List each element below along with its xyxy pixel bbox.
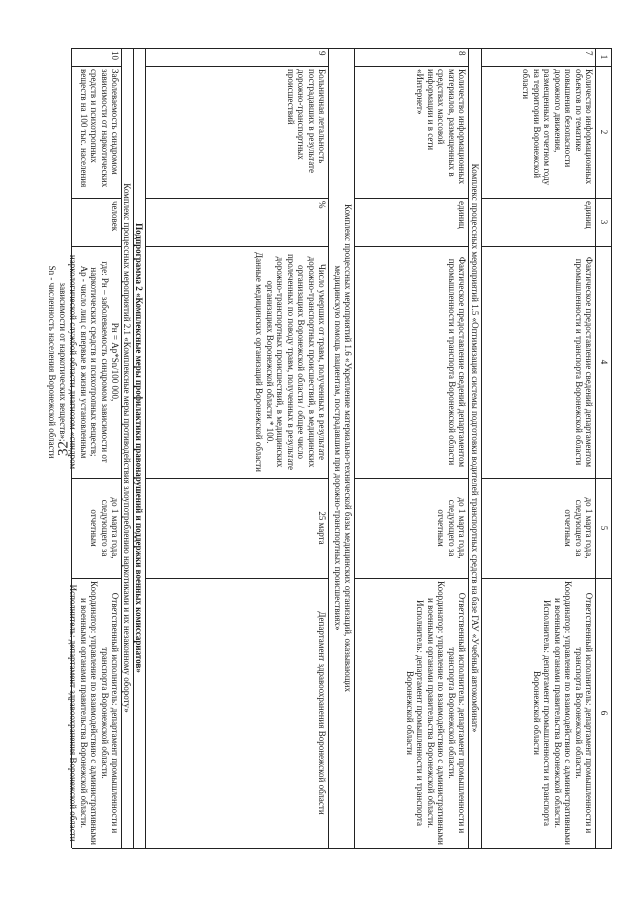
column-header: 6 — [599, 710, 609, 716]
calculation-method: Фактическое предоставление сведений департаментом промышленности и транспорта Воронежской области — [573, 256, 594, 468]
calculation-method: Фактическое предоставление сведений департаментом промышленности и транспорта Воронежской области — [446, 256, 467, 468]
column-header: 3 — [599, 219, 609, 225]
indicator-name: Больничная летальность пострадавших в результате дорожно-транспортных происшествий — [285, 69, 327, 173]
subprogram-heading: Подпрограмма 2 «Комплексные меры профилактики правонарушений и поддержки военных комиссариатов» — [134, 223, 144, 673]
calculation-method: Рн = Ар*Sn/100 000, где: Рн – заболеваемость синдромом зависимости от наркотических средств и психотропных веществ; Ар - число лиц с впервые в жизни установленным наркологической службой области диагнозом «синдром зависимости от наркотических веществ»; Sn - численность населения Воронежской области — [47, 254, 120, 470]
unit: человек — [110, 201, 120, 232]
term: до 1 марта года, следующего за отчетным — [436, 497, 467, 559]
rule — [72, 848, 612, 849]
term: до 1 марта года, следующего за отчетным — [563, 497, 594, 559]
responsible: Ответственный исполнитель: департамент промышленности и транспорта Воронежской области. Координатор: управление по взаимодействию с административными и военными органами правительства Воронежской области. Исполнитель: департамент здравоохранения Воронежской области — [68, 581, 120, 845]
responsible: Департамент здравоохранения Воронежской области — [317, 611, 327, 815]
rule — [611, 48, 612, 848]
responsible: Ответственный исполнитель: департамент промышленности и транспорта Воронежской области. Координатор: управление по взаимодействию с административными и военными органами правительства Воронежской области. Исполнитель: департамент промышленности и транспорта Воронежской области — [531, 581, 594, 845]
section-heading: Комплекс процессных мероприятий 1.5 «Оптимизация системы подготовки водителей транспортных средств на базе ГАУ «Учебный автокомбинат» — [470, 163, 480, 733]
column-header: 1 — [599, 54, 609, 60]
column-header: 4 — [599, 359, 609, 365]
unit: % — [317, 201, 327, 209]
section-heading: Комплекс процессных мероприятий 1.6 «Укрепление материально-технической базы медицинских организаций, оказывающих медицинскую помощь пациентам, пострадавшим при дорожно-транспортных происшествиях» — [332, 204, 353, 692]
unit: единиц — [457, 201, 467, 229]
row-number: 10 — [110, 51, 120, 60]
column-header: 5 — [599, 525, 609, 531]
column-header: 2 — [599, 129, 609, 135]
row-number: 8 — [457, 51, 467, 56]
section-heading: Комплекс процессных мероприятий 2.1 «Комплексные меры противодействия злоупотреблению наркотиками и их незаконному обороту» — [122, 183, 132, 713]
indicator-name: Количество информационных объектов по тематике повышения безопасности дорожного движения, размещенных в отчетном году на территории Воронежской области — [521, 69, 594, 186]
calculation-method: Число умерших от травм, полученных в результате дорожно-транспортных происшествий, в медицинских организациях Воронежской области / общее число пролеченных по поводу травм, полученных в результате дорожно-транспортных происшествий, в медицинских организациях Воронежской области * 100. Данные медицинских организаций Воронежской области — [254, 252, 327, 472]
responsible: Ответственный исполнитель: департамент промышленности и транспорта Воронежской области. Координатор: управление по взаимодействию с административными и военными органами правительства Воронежской области. Исполнитель: департамент промышленности и транспорта Воронежской области — [404, 581, 467, 845]
row-number: 7 — [584, 51, 594, 56]
page-number: 32 — [55, 441, 72, 456]
term: до 1 марта года, следующего за отчетным — [89, 497, 120, 559]
indicator-name: Количество информационных материалов, размещенных в средствах массовой информации и в сети «Интернет» — [415, 69, 467, 185]
term: 25 марта — [317, 511, 327, 545]
indicator-name: Заболеваемость синдромом зависимости от наркотических средств и психотропных веществ на 100 тыс. населения — [78, 69, 120, 188]
row-number: 9 — [317, 51, 327, 56]
unit: единиц — [584, 201, 594, 229]
